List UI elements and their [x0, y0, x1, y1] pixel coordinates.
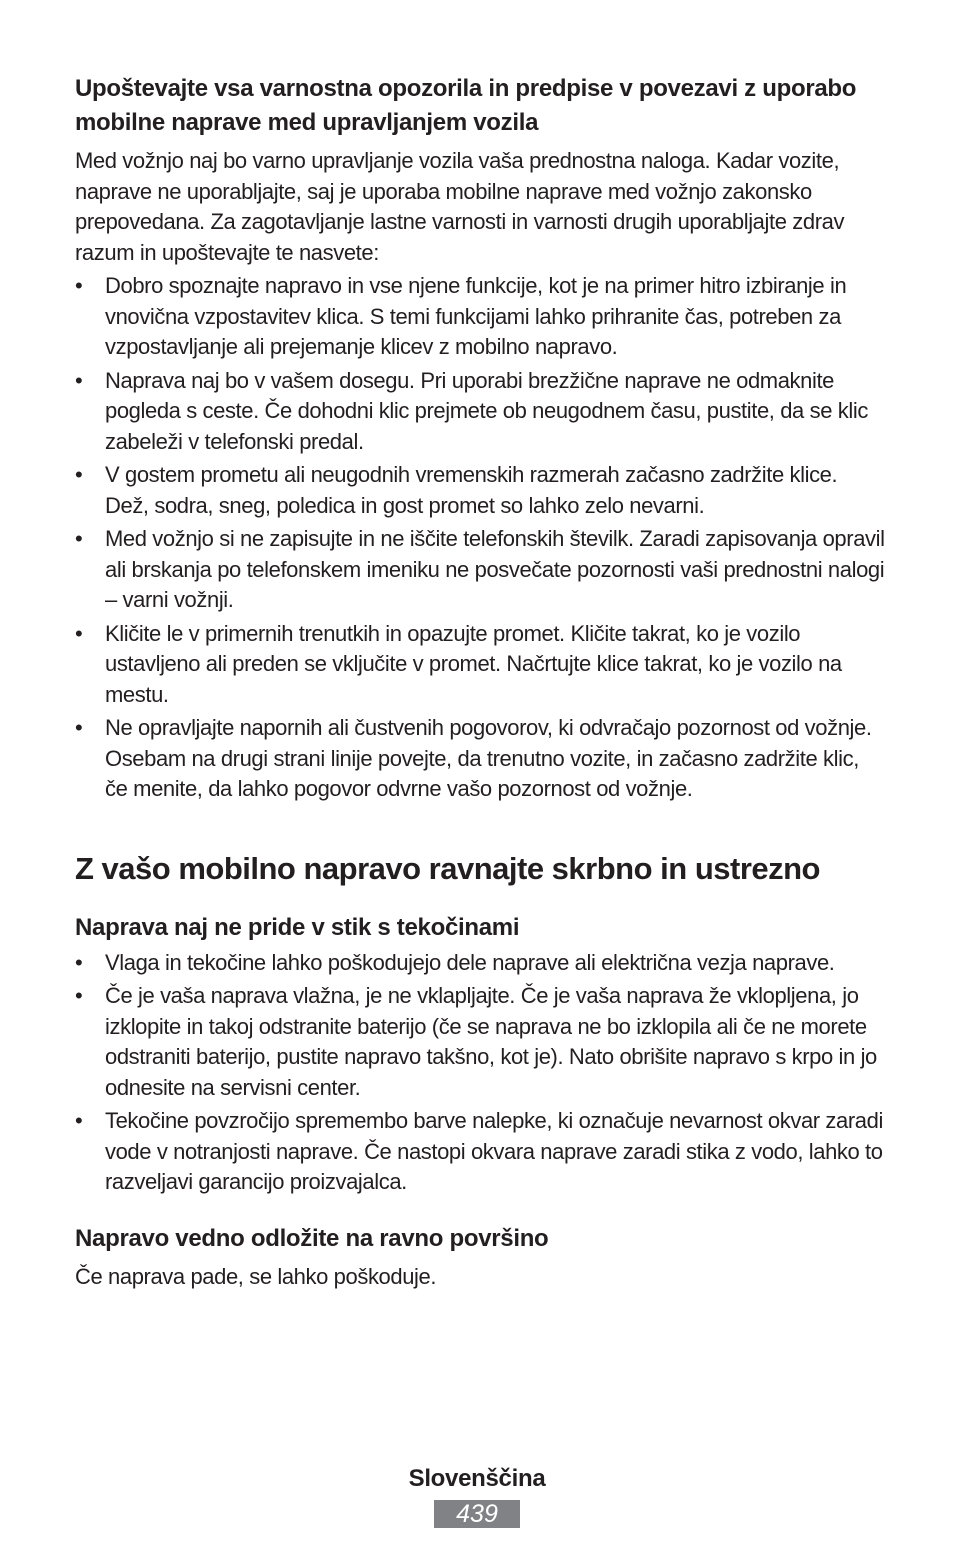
- bullet-icon: •: [75, 273, 83, 298]
- safety-driving-heading: Upoštevajte vsa varnostna opozorila in predpise v povezavi z uporabo mobilne naprave med upravljanjem vozila: [75, 75, 857, 136]
- list-item: • Ne opravljajte napornih ali čustvenih pogovorov, ki odvračajo pozornost od vožnje. Osebam na drugi strani linije povejte, da trenutno vozite, in začasno zadržite klic, če menite, da lahko pogovor odvrne vašo pozornost od vožnje.: [75, 715, 872, 801]
- bullet-icon: •: [75, 715, 83, 740]
- list-item: • Vlaga in tekočine lahko poškodujejo dele naprave ali električna vezja naprave.: [75, 948, 885, 979]
- driving-tips-list: [75, 271, 885, 805]
- bullet-icon: •: [75, 462, 83, 487]
- bullet-icon: •: [75, 526, 83, 551]
- list-item: • Med vožnjo si ne zapisujte in ne iščite telefonskih številk. Zaradi zapisovanja opravil ali brskanja po telefonskem imeniku ne posvečate pozornosti vaši prednostni nalogi – varni vožnji.: [75, 526, 885, 612]
- list-item: • Kličite le v primernih trenutkih in opazujte promet. Kličite takrat, ko je vozilo ustavljeno ali preden se vključite v promet. Načrtujte klice takrat, ko je vozilo na mestu.: [75, 620, 842, 707]
- flat-surface-text: Če naprava pade, se lahko poškoduje.: [75, 1263, 437, 1289]
- bullet-icon: •: [75, 620, 83, 646]
- list-item: • Če je vaša naprava vlažna, je ne vklapljajte. Če je vaša naprava že vklopljena, jo izklopite in takoj odstranite baterijo (če se naprava ne bo izklopila ali če ne morete odstraniti baterijo, pustite napravo takšno, kot je). Nato obrišite napravo s krpo in jo odnesite na servisni center.: [75, 983, 877, 1100]
- page-footer: [0, 1462, 954, 1528]
- safety-driving-intro: Med vožnjo naj bo varno upravljanje vozila vaša prednostna naloga. Kadar vozite, naprave ne uporabljajte, saj je uporaba mobilne naprave med vožnjo zakonsko prepovedana. Za zagotavljanje lastne varnosti in varnosti drugih uporabljajte zdrav razum in upoštevajte te nasvete:: [75, 148, 845, 265]
- liquids-heading: Naprava naj ne pride v stik s tekočinami: [75, 913, 520, 941]
- language-label: Slovenščina: [408, 1465, 546, 1492]
- page-number: 439: [434, 1500, 520, 1528]
- liquids-list: [75, 948, 885, 1198]
- device-care-heading: Z vašo mobilno napravo ravnajte skrbno in ustrezno: [75, 850, 820, 886]
- bullet-icon: •: [75, 983, 83, 1008]
- manual-page: [75, 72, 885, 1292]
- flat-surface-heading: Napravo vedno odložite na ravno površino: [75, 1224, 549, 1252]
- bullet-icon: •: [75, 949, 83, 975]
- list-item: • V gostem prometu ali neugodnih vremenskih razmerah začasno zadržite klice. Dež, sodra, sneg, poledica in gost promet so lahko zelo nevarni.: [75, 462, 838, 518]
- bullet-icon: •: [75, 367, 83, 393]
- list-item: • Naprava naj bo v vašem dosegu. Pri uporabi brezžične naprave ne odmaknite pogleda s ceste. Če dohodni klic prejmete ob neugodnem času, pustite, da se klic zabeleži v telefonski predal.: [75, 367, 868, 454]
- list-item: • Dobro spoznajte napravo in vse njene funkcije, kot je na primer hitro izbiranje in vnovična vzpostavitev klica. S temi funkcijami lahko prihranite čas, potreben za vzpostavljanje ali prejemanje klicev z mobilno napravo.: [75, 273, 847, 359]
- list-item: • Tekočine povzročijo spremembo barve nalepke, ki označuje nevarnost okvar zaradi vode v notranjosti naprave. Če nastopi okvara naprave zaradi stika z vodo, lahko to razveljavi garancijo proizvajalca.: [75, 1108, 883, 1194]
- bullet-icon: •: [75, 1108, 83, 1133]
